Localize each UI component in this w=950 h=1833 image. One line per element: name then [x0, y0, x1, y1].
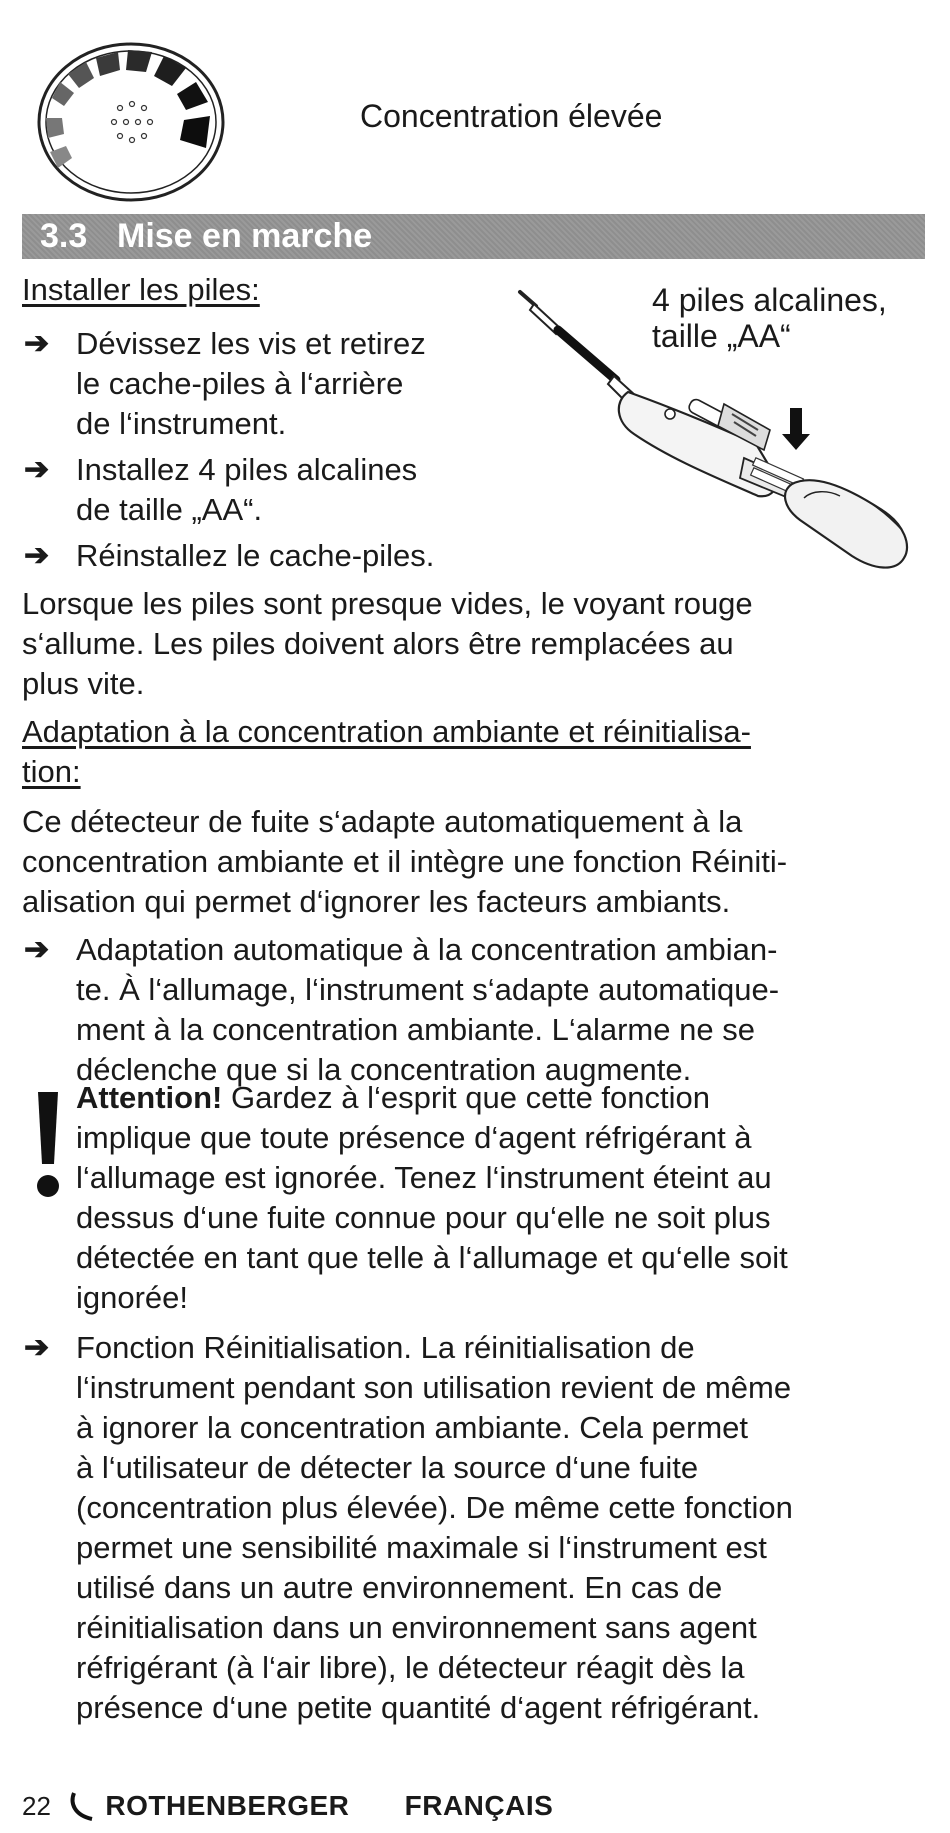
- adapt-intro: Ce détecteur de fuite s‘adapte automatiquement à la concentration ambiante et il intègre une fonction Réiniti- alisation qui permet d‘ignorer les facteurs ambiants.: [22, 804, 788, 919]
- arrow-right-icon: ➔: [24, 539, 50, 572]
- language-label: FRANÇAIS: [404, 1790, 554, 1821]
- install-heading: Installer les piles:: [22, 272, 260, 307]
- footer: [22, 1788, 553, 1824]
- adapt-auto: Adaptation automatique à la concentration ambian- te. À l‘allumage, l‘instrument s‘adapte automatique- ment à la concentration ambiante. L‘alarme ne se déclenche que si la concentration augmente.: [76, 932, 780, 1087]
- figure-label: 4 piles alcalines, taille „AA“: [652, 282, 887, 354]
- section-number: 3.3: [40, 217, 88, 255]
- gauge-caption: Concentration élevée: [360, 98, 663, 134]
- arrow-right-icon: ➔: [24, 327, 50, 360]
- page-number: 22: [22, 1791, 51, 1821]
- section-header: [22, 214, 925, 259]
- arrow-right-icon: ➔: [24, 453, 50, 486]
- brand-swoosh-icon: [68, 1791, 98, 1821]
- arrow-right-icon: ➔: [24, 933, 50, 966]
- brand-name: ROTHENBERGER: [105, 1790, 350, 1821]
- arrow-right-icon: ➔: [24, 1331, 50, 1364]
- exclamation-icon: [30, 1088, 66, 1200]
- led-ring-icon: [34, 38, 230, 206]
- attention-note: Attention! Gardez à l‘esprit que cette fonction implique que toute présence d‘agent réfrigérant à l‘allumage est ignorée. Tenez l‘instrument éteint au dessus d‘une fuite connue pour qu‘elle ne soit plus détectée en tant que telle à l‘allumage et qu‘elle soit ignorée!: [76, 1080, 788, 1315]
- adapt-heading: Adaptation à la concentration ambiante et réinitialisa- tion:: [22, 714, 751, 789]
- low-battery-text: Lorsque les piles sont presque vides, le voyant rouge s‘allume. Les piles doivent alors être remplacées au plus vite.: [22, 586, 753, 701]
- reset-function: Fonction Réinitialisation. La réinitialisation de l‘instrument pendant son utilisation revient de même à ignorer la concentration ambiante. Cela permet à l‘utilisateur de détecter la source d‘une fuite (concentration plus élevée). De même cette fonction permet une sensibilité maximale si l‘instrument est utilisé dans un autre environnement. En cas de réinitialisation dans un environnement sans agent réfrigérant (à l‘air libre), le détecteur réagit dès la présence d‘une petite quantité d‘agent réfrigérant.: [76, 1330, 793, 1725]
- section-title: Mise en marche: [117, 217, 373, 255]
- attention-label: Attention!: [76, 1080, 223, 1115]
- leak-detector-illustration: [512, 284, 922, 584]
- install-step-1: Dévissez les vis et retirez le cache-piles à l‘arrière de l‘instrument.: [76, 326, 426, 441]
- install-step-2: Installez 4 piles alcalines de taille „AA“.: [76, 452, 418, 527]
- install-step-3: Réinstallez le cache-piles.: [76, 538, 435, 573]
